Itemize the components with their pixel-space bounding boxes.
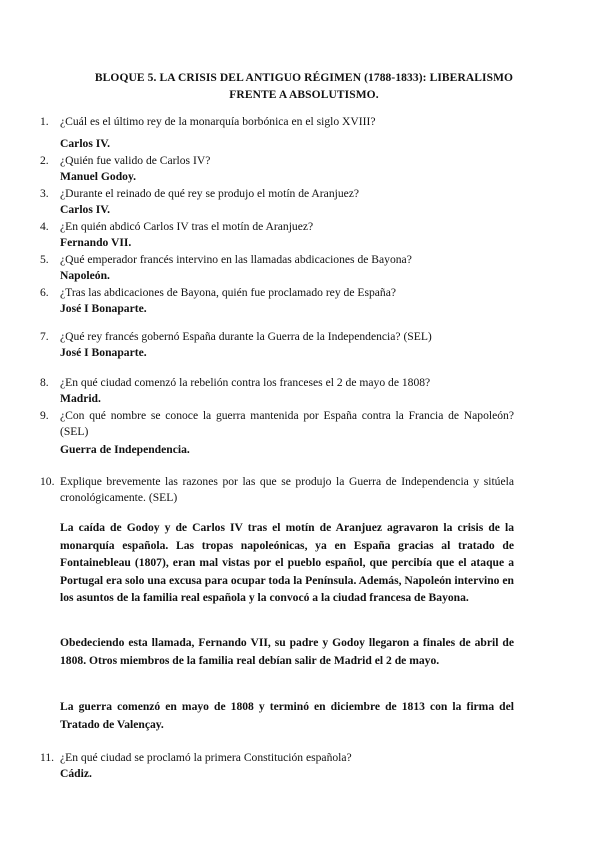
answer-text: Carlos IV. <box>60 137 111 150</box>
answer-text: Napoleón. <box>60 269 110 282</box>
answer-text: José I Bonaparte. <box>60 302 147 315</box>
question-number: 8. <box>40 376 49 389</box>
answer-text: Madrid. <box>60 392 101 405</box>
answer-text: Fernando VII. <box>60 236 132 249</box>
answer-text: Manuel Godoy. <box>60 170 137 183</box>
page-title <box>40 70 568 104</box>
question-number: 3. <box>40 187 49 200</box>
answer-text: Carlos IV. <box>60 203 111 216</box>
question-text: ¿Qué rey francés gobernó España durante la Guerra de la Independencia? (SEL) <box>60 330 432 343</box>
question-text: ¿Qué emperador francés intervino en las llamadas abdicaciones de Bayona? <box>60 253 412 266</box>
question-number: 4. <box>40 220 49 233</box>
question-text: ¿Tras las abdicaciones de Bayona, quién fue proclamado rey de España? <box>60 286 396 299</box>
answer-text: Cádiz. <box>60 767 92 780</box>
question-text: Explique brevemente las razones por las que se produjo la Guerra de Independencia y sitúela cronológicamente. (SEL) <box>60 475 514 504</box>
question-number: 9. <box>40 409 49 422</box>
question-text: ¿Quién fue valido de Carlos IV? <box>60 154 211 167</box>
answer-text: José I Bonaparte. <box>60 346 147 359</box>
question-number: 11. <box>40 751 55 764</box>
question-text: ¿En qué ciudad comenzó la rebelión contra los franceses el 2 de mayo de 1808? <box>60 376 431 389</box>
question-number: 2. <box>40 154 49 167</box>
question-text: ¿Cuál es el último rey de la monarquía borbónica en el siglo XVIII? <box>60 115 376 128</box>
answer-paragraph: La caída de Godoy y de Carlos IV tras el motín de Aranjuez agravaron la crisis de la monarquía española. Las tropas napoleónicas, ya en España gracias al tratado de Fontainebleau (1807), eran mal vistas por el pueblo español, que percibía que el ataque a Portugal era solo una excusa para ocupar toda la Península. Además, Napoleón intervino en los asuntos de la familia real española y la convocó a la ciudad francesa de Bayona. <box>60 521 514 604</box>
question-number: 10. <box>40 475 55 488</box>
answer-text: Guerra de Independencia. <box>60 443 190 456</box>
question-text: ¿Durante el reinado de qué rey se produjo el motín de Aranjuez? <box>60 187 360 200</box>
answer-paragraph: La guerra comenzó en mayo de 1808 y terminó en diciembre de 1813 con la firma del Tratado de Valençay. <box>60 700 514 731</box>
title-line-2: FRENTE A ABSOLUTISMO. <box>229 89 379 101</box>
title-line-1: BLOQUE 5. LA CRISIS DEL ANTIGUO RÉGIMEN (1788-1833): LIBERALISMO <box>94 72 514 84</box>
answer-paragraph: Obedeciendo esta llamada, Fernando VII, su padre y Godoy llegaron a finales de abril de 1808. Otros miembros de la familia real debían salir de Madrid el 2 de mayo. <box>60 636 514 667</box>
question-number: 1. <box>40 115 49 128</box>
question-text: ¿Con qué nombre se conoce la guerra mantenida por España contra la Francia de Napoleón? (SEL) <box>60 409 514 438</box>
question-number: 5. <box>40 253 49 266</box>
question-text: ¿En quién abdicó Carlos IV tras el motín de Aranjuez? <box>60 220 314 233</box>
question-text: ¿En qué ciudad se proclamó la primera Constitución española? <box>60 751 352 764</box>
question-number: 6. <box>40 286 49 299</box>
question-number: 7. <box>40 330 49 343</box>
